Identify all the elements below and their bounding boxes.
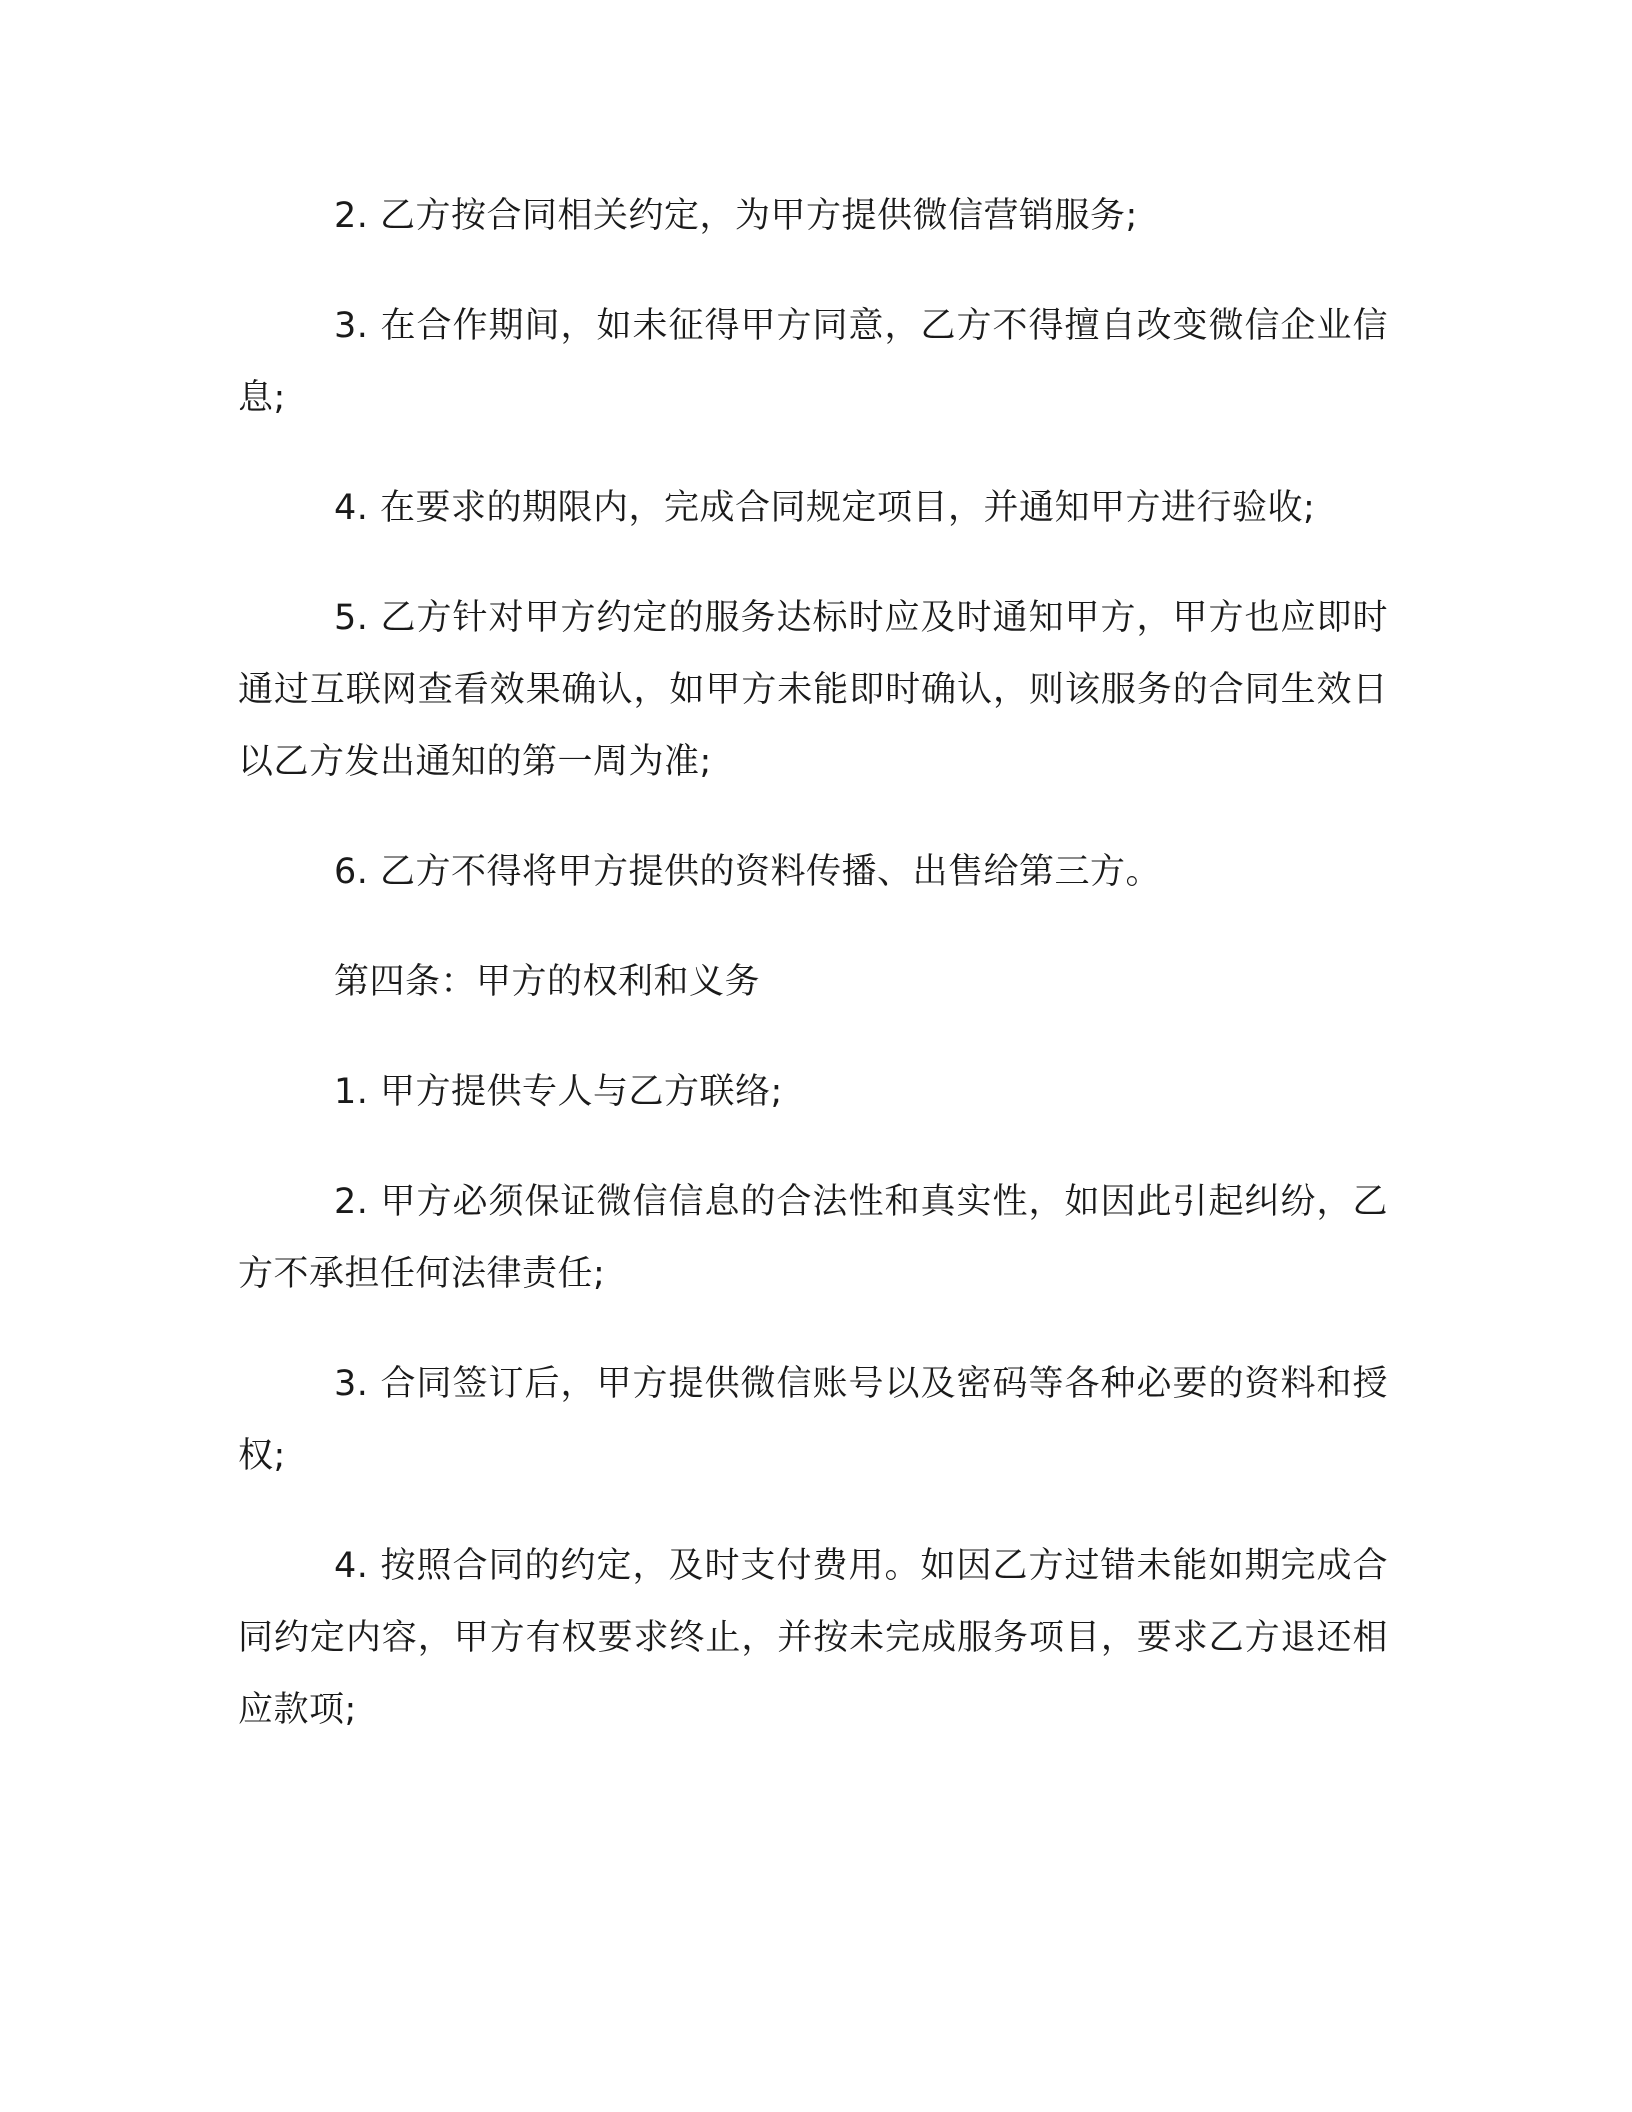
- article-4-heading: 第四条：甲方的权利和义务: [334, 962, 761, 1002]
- clause-party-b-item-2: 2. 乙方按合同相关约定，为甲方提供微信营销服务;: [334, 196, 1138, 236]
- clause-party-b-item-4: 4. 在要求的期限内，完成合同规定项目，并通知甲方进行验收;: [334, 488, 1316, 528]
- clause-party-a-item-1: 1. 甲方提供专人与乙方联络;: [334, 1072, 783, 1112]
- document-body: [238, 180, 1388, 1784]
- clause-party-a-item-3: 3. 合同签订后，甲方提供微信账号以及密码等各种必要的资料和授权;: [238, 1364, 1388, 1476]
- clause-party-b-item-3: 3. 在合作期间，如未征得甲方同意，乙方不得擅自改变微信企业信息;: [238, 306, 1388, 418]
- clause-party-b-item-5: 5. 乙方针对甲方约定的服务达标时应及时通知甲方，甲方也应即时通过互联网查看效果确认，如甲方未能即时确认，则该服务的合同生效日以乙方发出通知的第一周为准;: [238, 598, 1388, 782]
- clause-party-a-item-2: 2. 甲方必须保证微信信息的合法性和真实性，如因此引起纠纷，乙方不承担任何法律责任;: [238, 1182, 1388, 1294]
- clause-party-a-item-4: 4. 按照合同的约定，及时支付费用。如因乙方过错未能如期完成合同约定内容，甲方有权要求终止，并按未完成服务项目，要求乙方退还相应款项;: [238, 1546, 1388, 1730]
- clause-party-b-item-6: 6. 乙方不得将甲方提供的资料传播、出售给第三方。: [334, 852, 1162, 892]
